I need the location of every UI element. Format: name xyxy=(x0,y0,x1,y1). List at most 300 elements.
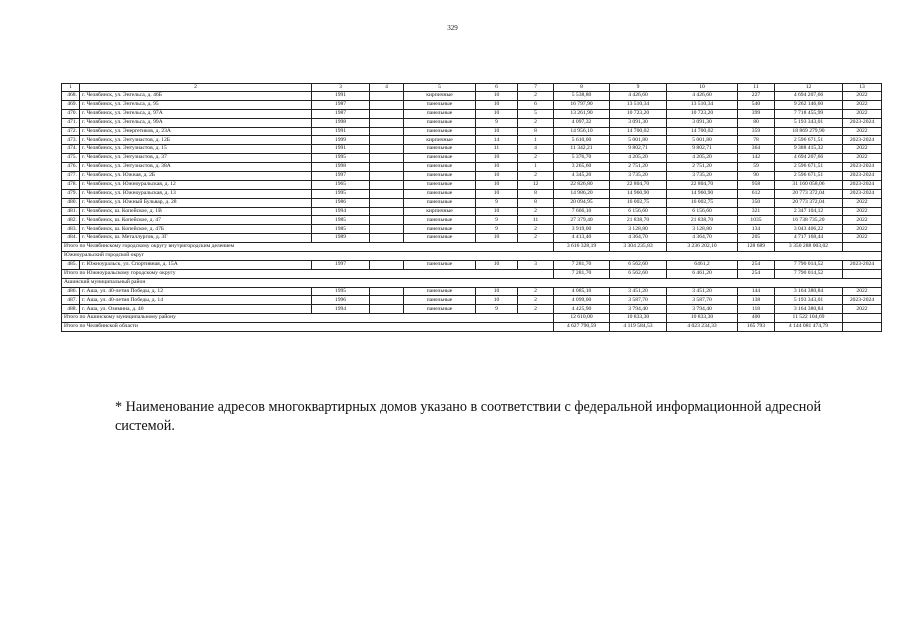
table-cell: г. Челябинск, ул. Энгельса, д. 97А xyxy=(80,109,312,118)
table-cell: г. Челябинск, ул. Южноуральская, д. 13 xyxy=(80,189,312,198)
table-cell: 481. xyxy=(62,207,80,216)
table-cell: 11 342,21 xyxy=(554,145,610,154)
table-cell: 4 097,32 xyxy=(554,118,610,127)
table-cell xyxy=(370,234,404,243)
table-cell: 10 xyxy=(476,180,518,189)
table-cell: 1 xyxy=(518,136,554,145)
table-cell: 321 xyxy=(738,207,775,216)
table-cell: 399 xyxy=(738,109,775,118)
table-cell: 1998 xyxy=(312,163,370,172)
table-cell: 5 xyxy=(518,109,554,118)
table-cell xyxy=(370,127,404,136)
table-cell: 1997 xyxy=(312,172,370,181)
table-cell: 477. xyxy=(62,172,80,181)
table-cell: 3 128,80 xyxy=(610,225,667,234)
table-cell: панельные xyxy=(404,305,476,314)
table-cell: 31 160 058,06 xyxy=(775,180,843,189)
table-cell: 482. xyxy=(62,216,80,225)
table-cell: панельные xyxy=(404,260,476,269)
table-cell: 3 451,20 xyxy=(610,287,667,296)
total-row xyxy=(62,269,882,278)
table-cell: 958 xyxy=(738,180,775,189)
table-cell: 20 094,95 xyxy=(554,198,610,207)
table-cell: 359 xyxy=(738,127,775,136)
table-cell: 2 347 104,12 xyxy=(775,207,843,216)
table-cell: панельные xyxy=(404,225,476,234)
table-cell: 468. xyxy=(62,92,80,101)
total-label: Итого по Челябинскому городскому округу внутригородским делением xyxy=(62,243,554,252)
table-cell: 5 193 343,01 xyxy=(775,296,843,305)
table-cell: 350 xyxy=(738,198,775,207)
table-cell: 1986 xyxy=(312,198,370,207)
table-cell xyxy=(370,109,404,118)
table-cell: 3 164 380,84 xyxy=(775,287,843,296)
table-cell: 13 261,90 xyxy=(554,109,610,118)
housing-registry-table xyxy=(61,83,882,332)
table-cell: 3 xyxy=(312,84,370,92)
table-cell: 3 794,40 xyxy=(667,305,738,314)
table-cell: 8 xyxy=(518,127,554,136)
table-cell: 11 xyxy=(738,84,775,92)
table-cell: 540 xyxy=(738,100,775,109)
table-cell: 480. xyxy=(62,198,80,207)
table-cell: 128 689 xyxy=(738,243,775,252)
column-number-row xyxy=(62,84,882,92)
table-cell: 4 099,00 xyxy=(554,296,610,305)
table-cell: 2 xyxy=(518,296,554,305)
table-cell: 9 802,71 xyxy=(610,145,667,154)
table-cell: 2 xyxy=(518,172,554,181)
table-cell: г. Челябинск, ул. Южноуральская, д. 12 xyxy=(80,180,312,189)
table-cell: 4 426,60 xyxy=(610,92,667,101)
table-cell: 134 xyxy=(738,225,775,234)
table-cell: 7 790 014,52 xyxy=(775,260,843,269)
table-cell: 144 xyxy=(738,287,775,296)
table-cell: 4 694 207,66 xyxy=(775,154,843,163)
table-cell: г. Челябинск, ул. Энгельса, д. 99А xyxy=(80,118,312,127)
table-cell: 254 xyxy=(738,260,775,269)
table-cell: 5 376,70 xyxy=(554,154,610,163)
table-cell: 11 xyxy=(518,216,554,225)
table-cell: 2022 xyxy=(843,305,882,314)
table-cell: 476. xyxy=(62,163,80,172)
table-cell: 473. xyxy=(62,136,80,145)
table-cell xyxy=(370,287,404,296)
table-cell: 4 119 584,53 xyxy=(610,323,667,332)
table-cell: 10 833,30 xyxy=(667,314,738,323)
table-row xyxy=(62,216,882,225)
table-cell xyxy=(370,296,404,305)
table-cell: 10 xyxy=(476,163,518,172)
table-cell: 2 xyxy=(518,118,554,127)
table-cell: 12 xyxy=(775,84,843,92)
table-cell: 8 xyxy=(518,198,554,207)
table-cell: 138 xyxy=(738,296,775,305)
table-cell: 3 xyxy=(518,260,554,269)
table-cell xyxy=(370,198,404,207)
table-cell: г. Челябинск, ш. Копейское, д. 1В xyxy=(80,207,312,216)
table-cell: 6 156,60 xyxy=(667,207,738,216)
section-heading: Ашинский муниципальный район xyxy=(62,278,882,287)
table-row xyxy=(62,260,882,269)
table-cell: 7 790 014,52 xyxy=(775,269,843,278)
table-row xyxy=(62,145,882,154)
table-cell: 478. xyxy=(62,180,80,189)
table-cell xyxy=(370,100,404,109)
table-cell: 2 xyxy=(518,154,554,163)
table-cell: 469. xyxy=(62,100,80,109)
table-cell: 22 826,80 xyxy=(554,180,610,189)
table-row xyxy=(62,118,882,127)
table-cell: 1985 xyxy=(312,225,370,234)
table-cell: 474. xyxy=(62,145,80,154)
table-cell: 5 001,80 xyxy=(610,136,667,145)
table-cell: панельные xyxy=(404,198,476,207)
table-cell: 2022 xyxy=(843,225,882,234)
table-cell: 12 610,00 xyxy=(554,314,610,323)
table-cell: 1035 xyxy=(738,216,775,225)
table-cell: 7 xyxy=(518,84,554,92)
table-cell: 16 002,75 xyxy=(610,198,667,207)
table-cell: 2023-2024 xyxy=(843,118,882,127)
table-cell xyxy=(370,189,404,198)
table-cell xyxy=(843,323,882,332)
table-cell xyxy=(370,180,404,189)
table-cell: 3 735,20 xyxy=(610,172,667,181)
table-cell: 2 751,20 xyxy=(610,163,667,172)
table-cell: 21 838,70 xyxy=(667,216,738,225)
table-cell: панельные xyxy=(404,234,476,243)
table-row xyxy=(62,287,882,296)
table-cell: 5 193 343,01 xyxy=(775,118,843,127)
table-cell: 7 718 455,99 xyxy=(775,109,843,118)
table-row xyxy=(62,234,882,243)
table-cell: 10 723,20 xyxy=(610,109,667,118)
total-row xyxy=(62,314,882,323)
table-cell xyxy=(370,172,404,181)
table-row xyxy=(62,127,882,136)
table-cell: 1999 xyxy=(312,136,370,145)
table-cell: 13 510,34 xyxy=(610,100,667,109)
table-cell: 2 xyxy=(518,305,554,314)
table-cell: 3 091,30 xyxy=(610,118,667,127)
table-cell: 5 xyxy=(404,84,476,92)
table-cell: 2 596 671,51 xyxy=(775,136,843,145)
table-cell: 2022 xyxy=(843,287,882,296)
table-cell: 10 xyxy=(476,296,518,305)
table-cell: 1994 xyxy=(312,305,370,314)
page-number: 329 xyxy=(447,24,458,32)
table-cell: 9 802,71 xyxy=(667,145,738,154)
table-cell: 2023-2024 xyxy=(843,163,882,172)
table-cell: панельные xyxy=(404,154,476,163)
table-cell: 10 xyxy=(476,172,518,181)
table-cell: 7 281,70 xyxy=(554,260,610,269)
table-cell: 3 919,00 xyxy=(554,225,610,234)
table-cell: 11 xyxy=(476,145,518,154)
table-cell: 4 205,20 xyxy=(610,154,667,163)
table-cell: 14 xyxy=(476,136,518,145)
table-cell: 14 700,02 xyxy=(667,127,738,136)
table-cell: 3 043 406,22 xyxy=(775,225,843,234)
table-cell: 8 xyxy=(518,189,554,198)
table-cell: 254 xyxy=(738,269,775,278)
footnote: * Наименование адресов многоквартирных домов указано в соответствии с федеральной информационной адресной системой. xyxy=(115,399,822,434)
table-cell: 479. xyxy=(62,189,80,198)
table-cell: 13 510,34 xyxy=(667,100,738,109)
table-cell: 1996 xyxy=(312,296,370,305)
table-row xyxy=(62,296,882,305)
table-cell: панельные xyxy=(404,118,476,127)
table-cell: 5 538,80 xyxy=(554,92,610,101)
table-cell: 5 001,80 xyxy=(667,136,738,145)
table-cell: 9 262 146,60 xyxy=(775,100,843,109)
table-cell xyxy=(843,314,882,323)
table-cell: 2 596 671,51 xyxy=(775,172,843,181)
table-cell xyxy=(370,260,404,269)
table-cell: 9 xyxy=(610,84,667,92)
table-cell: 488. xyxy=(62,305,80,314)
table-cell: 16 738 735,20 xyxy=(775,216,843,225)
table-cell: 4 627 790,59 xyxy=(554,323,610,332)
table-cell: 3 451,20 xyxy=(667,287,738,296)
table-cell: 1995 xyxy=(312,287,370,296)
table-cell: панельные xyxy=(404,127,476,136)
table-cell xyxy=(370,163,404,172)
table-cell: 10 723,20 xyxy=(667,109,738,118)
table-row xyxy=(62,92,882,101)
table-cell: панельные xyxy=(404,145,476,154)
table-cell: 14 960,90 xyxy=(610,189,667,198)
table-cell: 485. xyxy=(62,260,80,269)
table-cell: 3 616 328,19 xyxy=(554,243,610,252)
table-cell: 9 xyxy=(476,305,518,314)
table-cell: 12 xyxy=(518,180,554,189)
table-cell: 11 522 104,69 xyxy=(775,314,843,323)
table-cell: 7 666,10 xyxy=(554,207,610,216)
table-cell: 2023-2024 xyxy=(843,136,882,145)
table-cell: 27 379,40 xyxy=(554,216,610,225)
table-cell: 16 797,90 xyxy=(554,100,610,109)
table-cell: 2022 xyxy=(843,207,882,216)
section-heading-row xyxy=(62,252,882,261)
table-cell: 6 xyxy=(476,84,518,92)
table-cell: г. Челябинск, ул. Энтузиастов, д. 12Б xyxy=(80,136,312,145)
table-cell: 7 281,70 xyxy=(554,269,610,278)
table-cell: 10 xyxy=(476,154,518,163)
table-cell: 20 773 372,04 xyxy=(775,198,843,207)
table-cell xyxy=(843,269,882,278)
table-cell xyxy=(370,216,404,225)
table-cell: 5 610,00 xyxy=(554,136,610,145)
table-cell: 10 xyxy=(476,92,518,101)
table-cell: г. Челябинск, ш. Копейское, д. 47Б xyxy=(80,225,312,234)
table-cell: 14 986,20 xyxy=(554,189,610,198)
table-cell: 1987 xyxy=(312,100,370,109)
table-cell: 10 xyxy=(476,109,518,118)
section-heading-row xyxy=(62,278,882,287)
table-cell: 1995 xyxy=(312,154,370,163)
table-cell: г. Челябинск, ул. Энгельса, д. 95 xyxy=(80,100,312,109)
table-cell: 1995 xyxy=(312,189,370,198)
table-cell: 487. xyxy=(62,296,80,305)
table-cell: 3 304 235,83 xyxy=(610,243,667,252)
table-cell: 1991 xyxy=(312,127,370,136)
table-cell: 483. xyxy=(62,225,80,234)
table-cell: 118 xyxy=(738,305,775,314)
table-cell xyxy=(370,207,404,216)
table-row xyxy=(62,109,882,118)
table-cell: 2 751,20 xyxy=(667,163,738,172)
table-row xyxy=(62,225,882,234)
table-cell xyxy=(370,154,404,163)
table-row xyxy=(62,154,882,163)
table-cell: 4 085,10 xyxy=(554,287,610,296)
table-cell: 10 xyxy=(476,189,518,198)
table-cell: 13 xyxy=(843,84,882,92)
table-cell: 6 562,60 xyxy=(610,260,667,269)
table-cell: 9 xyxy=(476,225,518,234)
table-cell: 59 xyxy=(738,163,775,172)
table-cell: 14 960,90 xyxy=(667,189,738,198)
total-row xyxy=(62,323,882,332)
table-cell: 4 364,70 xyxy=(610,234,667,243)
table-cell: 1985 xyxy=(312,216,370,225)
table-cell: панельные xyxy=(404,172,476,181)
table-cell: 3 128,80 xyxy=(667,225,738,234)
table-cell: 472. xyxy=(62,127,80,136)
table-cell: 2023-2024 xyxy=(843,260,882,269)
table-cell: 2022 xyxy=(843,198,882,207)
table-cell: 2022 xyxy=(843,127,882,136)
table-cell: 10 xyxy=(476,287,518,296)
table-cell: 2 xyxy=(518,225,554,234)
table-cell: 3 794,40 xyxy=(610,305,667,314)
table-cell xyxy=(370,305,404,314)
table-cell: 4 717 168,44 xyxy=(775,234,843,243)
table-cell: 2 xyxy=(518,234,554,243)
table-cell xyxy=(370,145,404,154)
section-heading: Южноуральский городской округ xyxy=(62,252,882,261)
table-cell: 3 350 288 003,02 xyxy=(775,243,843,252)
total-label: Итого по Южноуральскому городскому округу xyxy=(62,269,554,278)
table-cell: панельные xyxy=(404,109,476,118)
table-cell: 6 461,20 xyxy=(667,269,738,278)
table-cell: 4 xyxy=(518,145,554,154)
table-cell: 205 xyxy=(738,234,775,243)
table-row xyxy=(62,172,882,181)
table-cell: 2 xyxy=(518,287,554,296)
table-cell: г. Челябинск, ул. Южная, д. 2Б xyxy=(80,172,312,181)
table-cell: 20 773 372,04 xyxy=(775,189,843,198)
table-cell: 4 426,60 xyxy=(667,92,738,101)
table-cell: 364 xyxy=(738,145,775,154)
table-cell: панельные xyxy=(404,163,476,172)
table-cell: 3 265,60 xyxy=(554,163,610,172)
table-cell: 2023-2024 xyxy=(843,296,882,305)
table-cell: 4 364,70 xyxy=(667,234,738,243)
table-cell: 3 735,20 xyxy=(667,172,738,181)
table-cell: кирпичные xyxy=(404,136,476,145)
table-cell: 10 xyxy=(476,127,518,136)
table-cell: 9 xyxy=(476,118,518,127)
table-cell: 2022 xyxy=(843,145,882,154)
table-cell: 4 023 234,33 xyxy=(667,323,738,332)
table-cell: 2 xyxy=(518,92,554,101)
table-cell: 90 xyxy=(738,172,775,181)
table-cell: 10 xyxy=(476,207,518,216)
table-row xyxy=(62,189,882,198)
table-cell: г. Челябинск, ул. Энгельса, д. 46Б xyxy=(80,92,312,101)
table-cell: 486. xyxy=(62,287,80,296)
table-cell: 16 002,75 xyxy=(667,198,738,207)
total-label: Итого по Ашинскому муниципальному району xyxy=(62,314,554,323)
table-cell: 3 164 380,84 xyxy=(775,305,843,314)
table-cell: 14 956,10 xyxy=(554,127,610,136)
table-cell: 4 694 207,66 xyxy=(775,92,843,101)
table-cell: 2023-2024 xyxy=(843,180,882,189)
table-cell: г. Южноуральск, ул. Спортивная, д. 15А xyxy=(80,260,312,269)
table-cell: 4 425,90 xyxy=(554,305,610,314)
table-cell xyxy=(370,225,404,234)
table-cell: 2022 xyxy=(843,109,882,118)
table-cell: панельные xyxy=(404,287,476,296)
table-cell: г. Челябинск, ш. Металлургов, д. 3Г xyxy=(80,234,312,243)
table-cell: 6 xyxy=(518,100,554,109)
table-cell: кирпичные xyxy=(404,92,476,101)
table-cell: 22 804,70 xyxy=(667,180,738,189)
table-cell: 2022 xyxy=(843,92,882,101)
table-row xyxy=(62,198,882,207)
table-cell: 1998 xyxy=(312,118,370,127)
table-cell: 6 562,60 xyxy=(610,269,667,278)
table-cell: панельные xyxy=(404,216,476,225)
table-cell: 3 587,70 xyxy=(667,296,738,305)
table-cell: 9 xyxy=(476,198,518,207)
table-cell: 475. xyxy=(62,154,80,163)
table-cell: 2022 xyxy=(843,234,882,243)
table-cell: г. Челябинск, ул. Энтузиастов, д. 15 xyxy=(80,145,312,154)
table-row xyxy=(62,207,882,216)
table-cell xyxy=(370,136,404,145)
table-row xyxy=(62,136,882,145)
table-cell: 400 xyxy=(738,314,775,323)
table-cell: 470. xyxy=(62,109,80,118)
table-cell: 18 869 279,90 xyxy=(775,127,843,136)
table-cell: 10 xyxy=(667,84,738,92)
table-cell: 1991 xyxy=(312,145,370,154)
table-cell: 10 xyxy=(476,260,518,269)
table-cell xyxy=(370,92,404,101)
table-cell: 484. xyxy=(62,234,80,243)
table-cell: 1994 xyxy=(312,207,370,216)
table-row xyxy=(62,100,882,109)
table-cell: 1989 xyxy=(312,234,370,243)
table-cell: 471. xyxy=(62,118,80,127)
table-cell: 4 144 081 474,79 xyxy=(775,323,843,332)
table-cell: 2022 xyxy=(843,216,882,225)
table-cell: г. Аша, ул. 40-летия Победы, д. 14 xyxy=(80,296,312,305)
table-cell: 2023-2024 xyxy=(843,189,882,198)
table-cell: 8 xyxy=(554,84,610,92)
table-cell: 1 xyxy=(518,163,554,172)
table-cell: 10 xyxy=(476,100,518,109)
table-cell: 2023-2024 xyxy=(843,172,882,181)
table-cell: г. Челябинск, ул. Энтузиастов, д. 38А xyxy=(80,163,312,172)
table-row xyxy=(62,305,882,314)
table-cell: 9 388 415,32 xyxy=(775,145,843,154)
table-cell: 4 345,20 xyxy=(554,172,610,181)
